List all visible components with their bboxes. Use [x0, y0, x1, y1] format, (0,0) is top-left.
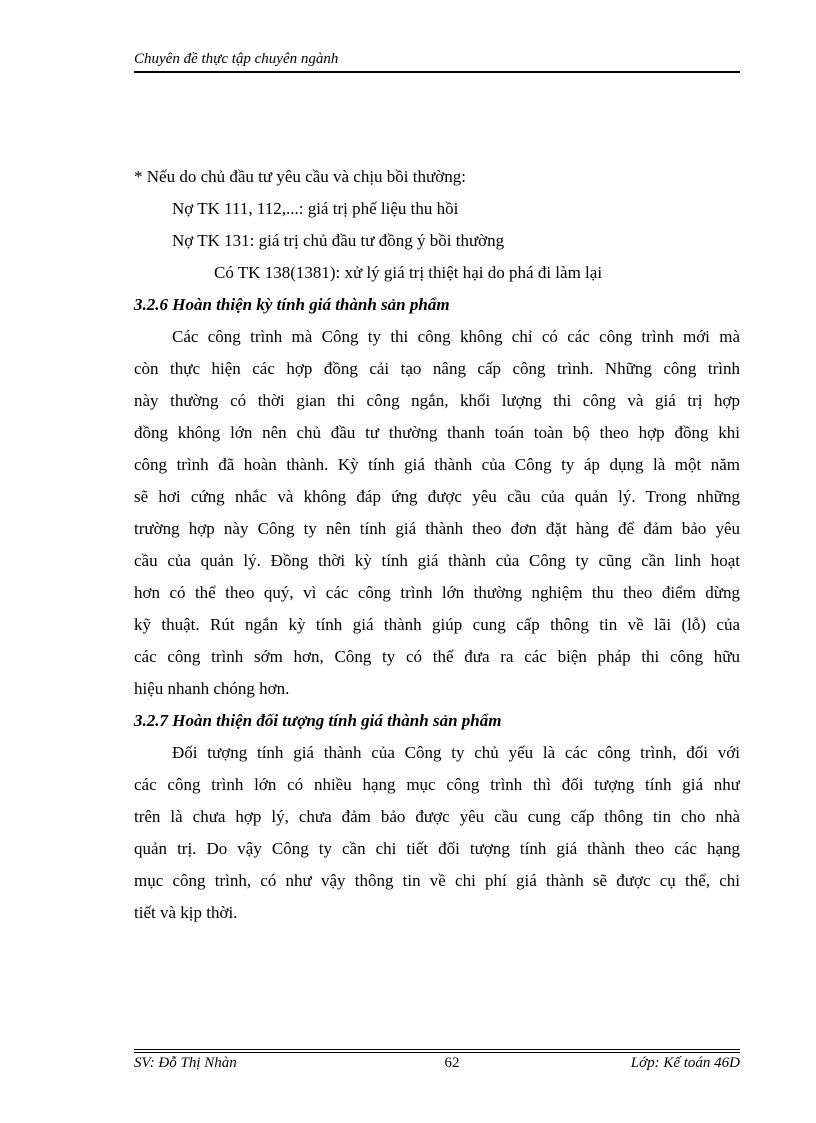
paragraph-line: tiết và kịp thời.	[134, 903, 238, 922]
paragraph-line: Các công trình mà Công ty thi công không chỉ có các công trình mới mà	[172, 327, 740, 346]
paragraph-line: trên là chưa hợp lý, chưa đảm bảo được yêu cầu cung cấp thông tin cho nhà	[134, 807, 740, 826]
paragraph-line: quản trị. Do vậy Công ty cần chi tiết đối tượng tính giá thành theo các hạng	[134, 839, 740, 858]
page-header-title: Chuyên đề thực tập chuyên ngành	[134, 51, 339, 67]
section-heading-3-2-6: 3.2.6 Hoàn thiện kỳ tính giá thành sản phẩm	[134, 295, 450, 314]
paragraph-line: mục công trình, có như vậy thông tin về chi phí giá thành sẽ được cụ thể, chi	[134, 871, 740, 890]
paragraph-line: sẽ hơi cứng nhắc và không đáp ứng được yêu cầu của quản lý. Trong những	[134, 487, 740, 506]
paragraph-line: hiệu nhanh chóng hơn.	[134, 679, 290, 698]
paragraph-line: công trình đã hoàn thành. Kỳ tính giá thành của Công ty áp dụng là một năm	[134, 455, 740, 474]
document-body	[134, 161, 740, 929]
paragraph-line: này thường có thời gian thi công ngắn, khối lượng thi công và giá trị hợp	[134, 391, 740, 410]
paragraph-line: hơn có thể theo quý, vì các công trình lớn thường nghiệm thu theo điểm dừng	[134, 583, 740, 602]
paragraph-line: đồng không lớn nên chủ đầu tư thường thanh toán toàn bộ theo hợp đồng khi	[134, 423, 740, 442]
journal-entry-line: Nợ TK 111, 112,...: giá trị phế liệu thu hồi	[172, 199, 459, 218]
header-divider	[134, 71, 740, 73]
paragraph-line: Đối tượng tính giá thành của Công ty chủ yếu là các công trình, đối với	[172, 743, 740, 762]
footer-divider	[134, 1049, 740, 1050]
paragraph-line: các công trình lớn có nhiều hạng mục công trình thì đối tượng tính giá như	[134, 775, 740, 794]
paragraph-line: trường hợp này Công ty nên tính giá thành theo đơn đặt hàng để đảm bảo yêu	[134, 519, 740, 538]
footer-student: SV: Đỗ Thị Nhàn	[134, 1055, 237, 1071]
footer-divider	[134, 1052, 740, 1053]
paragraph-line: * Nếu do chủ đầu tư yêu cầu và chịu bồi thường:	[134, 167, 466, 186]
paragraph-line: cầu của quản lý. Đồng thời kỳ tính giá thành của Công ty cũng cần linh hoạt	[134, 551, 740, 570]
paragraph-line: còn thực hiện các hợp đồng cải tạo nâng cấp công trình. Những công trình	[134, 359, 740, 378]
journal-entry-line: Có TK 138(1381): xử lý giá trị thiệt hại do phá đi làm lại	[214, 263, 603, 282]
footer-page-number: 62	[444, 1055, 460, 1071]
section-heading-3-2-7: 3.2.7 Hoàn thiện đối tượng tính giá thành sản phẩm	[134, 711, 502, 730]
paragraph-line: các công trình sớm hơn, Công ty có thể đưa ra các biện pháp thi công hữu	[134, 647, 740, 666]
journal-entry-line: Nợ TK 131: giá trị chủ đầu tư đồng ý bồi thường	[172, 231, 505, 250]
paragraph-line: kỹ thuật. Rút ngắn kỳ tính giá thành giúp cung cấp thông tin về lãi (lỗ) của	[134, 615, 740, 634]
footer-class: Lớp: Kế toán 46D	[630, 1055, 740, 1071]
